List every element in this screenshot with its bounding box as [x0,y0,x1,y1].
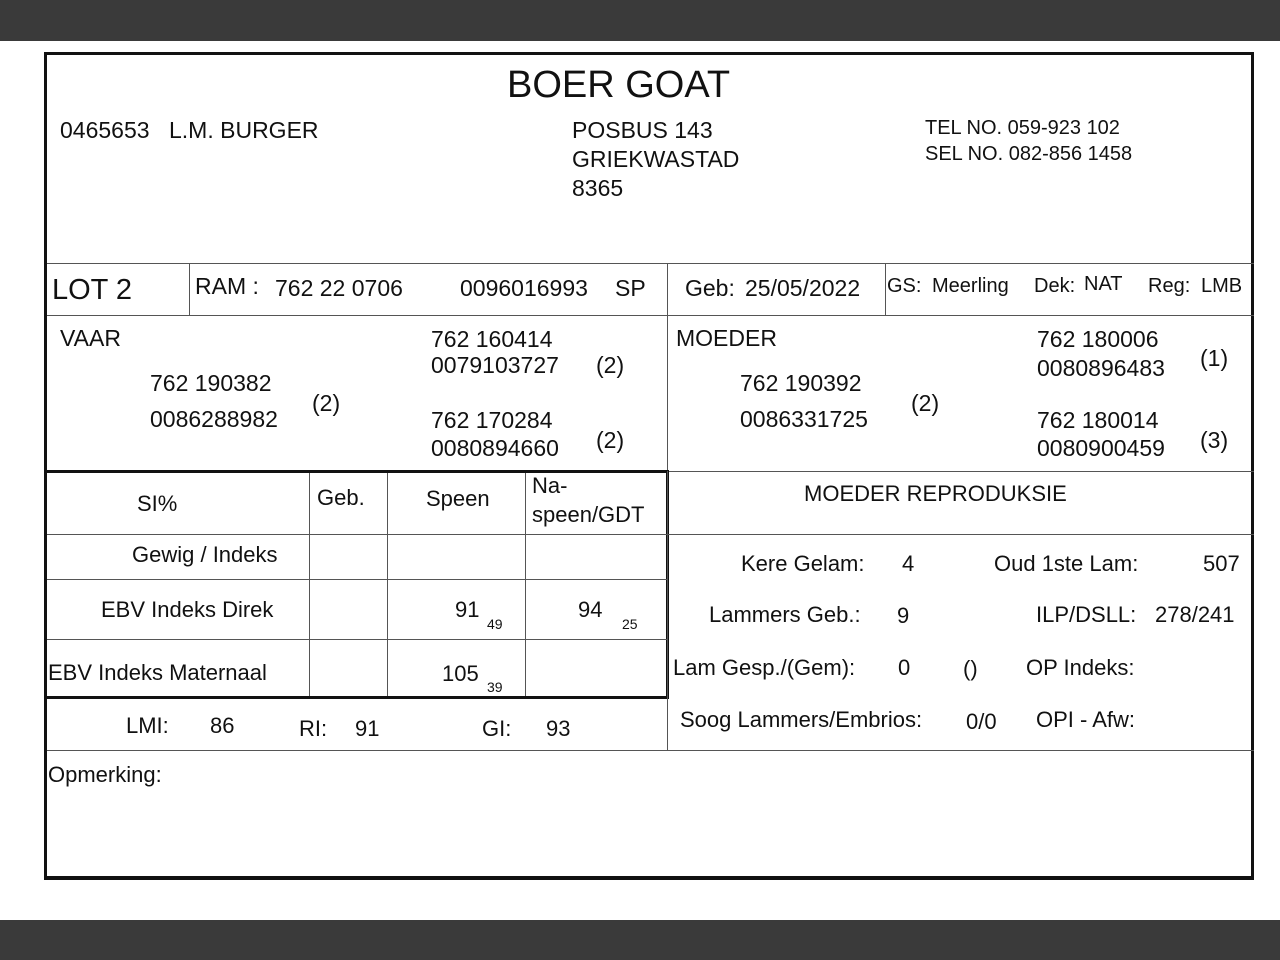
reproduction-title: MOEDER REPRODUKSIE [804,481,1067,506]
kere-gelam-label: Kere Gelam: [741,551,865,576]
lot-number: LOT 2 [52,274,133,306]
remarks-label: Opmerking: [48,762,162,787]
moeder-dam-code: (3) [1200,427,1229,453]
ram-label: RAM : [195,273,259,299]
owner-name: L.M. BURGER [169,117,319,143]
ilp-dsll-label: ILP/DSLL: [1036,602,1137,627]
lam-gesp-gem: () [963,656,978,681]
gs-label: GS: [887,275,922,297]
dek-label: Dek: [1034,275,1076,297]
reg-label: Reg: [1148,275,1191,297]
soog-lammers-value: 0/0 [966,709,997,734]
si-row-divider-2 [47,639,667,640]
direk-naspeen-sub: 25 [622,616,638,632]
moeder-sire-id: 762 180006 [1037,326,1159,352]
si-row-label-direk: EBV Indeks Direk [101,597,274,622]
moeder-dam-registration: 0080900459 [1037,435,1165,461]
divider-reproduction [667,471,668,751]
moeder-label: MOEDER [676,325,777,351]
si-col-divider-3 [525,473,526,696]
lmi-label: LMI: [126,713,169,738]
divider-header [47,263,1254,264]
si-col-divider-2 [387,473,388,696]
dek-value: NAT [1084,273,1123,295]
lammers-geb-label: Lammers Geb.: [709,602,861,627]
maternaal-speen-value: 105 [442,661,479,686]
divider-ram-geb [667,263,668,315]
gi-label: GI: [482,716,512,741]
vaar-sire-id: 762 160414 [431,326,553,352]
si-header-geb: Geb. [317,485,365,510]
divider-remarks [47,750,1254,751]
opi-afw-label: OPI - Afw: [1036,707,1136,732]
si-col-divider-1 [309,473,310,696]
direk-speen-value: 91 [455,597,480,622]
ram-suffix: SP [615,275,646,301]
si-header-naspeen-1: Na- [532,473,568,498]
bottom-dark-band [0,920,1280,960]
si-header-naspeen-2: speen/GDT [532,502,645,527]
divider-lot-row [47,315,1254,316]
divider-pedigree-bottom-right [667,471,1254,472]
address-line-3: 8365 [572,175,624,201]
vaar-code: (2) [312,390,341,416]
oud-1ste-lam-value: 507 [1203,551,1240,576]
ram-number: 762 22 0706 [275,275,403,301]
maternaal-speen-sub: 39 [487,679,503,695]
moeder-id: 762 190392 [740,370,862,396]
vaar-dam-registration: 0080894660 [431,435,559,461]
direk-speen-sub: 49 [487,616,503,632]
gs-value: Meerling [932,275,1009,297]
geb-label: Geb: [685,275,735,301]
moeder-sire-code: (1) [1200,345,1229,371]
moeder-code: (2) [911,390,940,416]
vaar-sire-code: (2) [596,352,625,378]
vaar-registration: 0086288982 [150,406,278,432]
si-table-bottom-border [47,696,669,699]
moeder-registration: 0086331725 [740,406,868,432]
op-indeks-label: OP Indeks: [1026,655,1135,680]
si-row-divider-1 [47,579,667,580]
vaar-id: 762 190382 [150,370,272,396]
gi-value: 93 [546,716,571,741]
address-line-2: GRIEKWASTAD [572,146,740,172]
card-title: BOER GOAT [507,64,731,106]
si-row-label-maternaal: EBV Indeks Maternaal [48,660,267,685]
ram-registration: 0096016993 [460,275,588,301]
si-header-si: SI% [137,491,178,516]
moeder-dam-id: 762 180014 [1037,407,1159,433]
goat-lot-card [44,52,1254,880]
si-header-divider [47,534,1254,535]
lammers-geb-value: 9 [897,603,910,628]
vaar-dam-code: (2) [596,427,625,453]
vaar-dam-id: 762 170284 [431,407,553,433]
kere-gelam-value: 4 [902,551,915,576]
moeder-sire-registration: 0080896483 [1037,355,1165,381]
owner-id: 0465653 [60,117,150,143]
divider-lot-ram [189,263,190,315]
divider-geb-gs [885,263,886,315]
lam-gesp-label: Lam Gesp./(Gem): [673,655,856,680]
top-dark-band [0,0,1280,41]
oud-1ste-lam-label: Oud 1ste Lam: [994,551,1139,576]
divider-pedigree [667,315,668,471]
sel-number: SEL NO. 082-856 1458 [925,143,1133,165]
address-line-1: POSBUS 143 [572,117,713,143]
si-header-speen: Speen [426,486,490,511]
lmi-value: 86 [210,713,235,738]
ri-label: RI: [299,716,328,741]
tel-number: TEL NO. 059-923 102 [925,117,1120,139]
si-row-label-gewig: Gewig / Indeks [132,542,278,567]
reg-value: LMB [1201,275,1243,297]
ri-value: 91 [355,716,380,741]
lam-gesp-value: 0 [898,655,911,680]
vaar-sire-registration: 0079103727 [431,352,559,378]
ilp-dsll-value: 278/241 [1155,602,1235,627]
geb-date: 25/05/2022 [745,275,861,301]
soog-lammers-label: Soog Lammers/Embrios: [680,707,923,732]
direk-naspeen-value: 94 [578,597,603,622]
si-table-top-border [47,470,669,473]
vaar-label: VAAR [60,325,121,351]
